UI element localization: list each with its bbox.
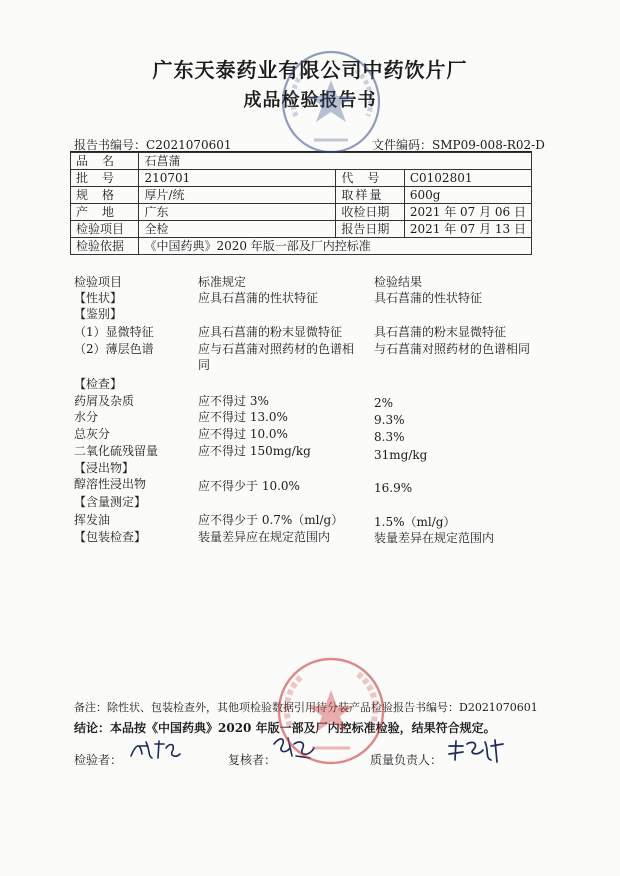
code-label: 代号	[336, 170, 404, 187]
name-value: 石菖蒲	[139, 153, 532, 170]
file-code-label: 文件编码：	[372, 138, 433, 152]
result-standard: 应不得少于 0.7%（ml/g）	[198, 513, 344, 527]
info-row-batch	[71, 170, 532, 187]
result-value: 具石菖蒲的粉末显微特征	[374, 325, 507, 339]
result-item: （2）薄层色谱	[74, 342, 154, 356]
result-item: 药屑及杂质	[74, 394, 135, 408]
info-row-origin	[71, 204, 532, 221]
origin-label: 产地	[71, 204, 139, 221]
result-value: 8.3%	[374, 430, 405, 444]
result-standard: 装量差异应在规定范围内	[198, 530, 331, 544]
result-item: 【鉴别】	[74, 307, 123, 321]
result-standard: 应不得少于 10.0%	[198, 479, 300, 493]
result-value: 9.3%	[374, 413, 405, 427]
receive-date-value: 2021 年 07 月 06 日	[404, 204, 531, 221]
col-header-item: 检验项目	[74, 275, 123, 289]
result-item: 水分	[74, 410, 99, 424]
result-standard: 应与石菖蒲对照药材的色谱相同	[198, 342, 355, 372]
qa-manager-label: 质量负责人：	[370, 753, 443, 767]
result-item: 总灰分	[74, 427, 111, 441]
company-title: 广东天泰药业有限公司中药饮片厂	[152, 58, 468, 82]
result-item: （1）显微特征	[74, 325, 154, 339]
remark: 备注：除性状、包装检查外，其他项检验数据引用待分装产品检验报告书编号：D2021070601	[74, 701, 538, 714]
item-label: 检验项目	[71, 221, 139, 238]
report-number-value: C2021070601	[146, 138, 232, 152]
info-row-name	[71, 153, 532, 170]
result-value: 31mg/kg	[374, 448, 428, 462]
result-value: 2%	[374, 396, 394, 410]
result-item: 【性状】	[74, 291, 123, 305]
file-code-value: SMP09-008-R02-D	[432, 138, 545, 152]
reviewer-signature	[270, 734, 316, 762]
report-number-label: 报告书编号：	[74, 138, 147, 152]
result-value: 与石菖蒲对照药材的色谱相同	[374, 342, 531, 356]
result-standard: 应不得过 3%	[198, 394, 269, 408]
inspector-label: 检验者：	[74, 753, 123, 767]
result-value: 具石菖蒲的性状特征	[374, 291, 483, 305]
item-value: 全检	[139, 221, 336, 238]
result-standard: 应具石菖蒲的粉末显微特征	[198, 325, 343, 339]
batch-label: 批号	[71, 170, 139, 187]
result-item: 【检查】	[74, 377, 123, 391]
result-value: 16.9%	[374, 481, 413, 495]
name-label: 品名	[71, 153, 139, 170]
info-row-item	[71, 221, 532, 238]
info-table	[70, 152, 532, 255]
batch-value: 210701	[139, 170, 336, 187]
basis-label: 检验依据	[71, 238, 139, 255]
conclusion: 结论：本品按《中国药典》2020 年版一部及厂内控标准检验，结果符合规定。	[74, 721, 496, 735]
result-standard: 应不得过 150mg/kg	[198, 444, 311, 458]
result-item: 挥发油	[74, 513, 111, 527]
info-row-basis	[71, 238, 532, 255]
result-value: 装量差异在规定范围内	[374, 531, 495, 545]
result-value: 1.5%（ml/g）	[374, 515, 456, 529]
inspector-signature	[128, 738, 184, 762]
sample-label: 取样量	[336, 187, 404, 204]
result-standard: 应不得过 13.0%	[198, 410, 288, 424]
receive-date-label: 收检日期	[336, 204, 404, 221]
result-item: 【含量测定】	[74, 495, 147, 509]
report-date-label: 报告日期	[336, 221, 404, 238]
result-item: 醇溶性浸出物	[74, 477, 147, 491]
basis-value: 《中国药典》2020 年版一部及厂内控标准	[139, 238, 532, 255]
spec-value: 厚片/统	[139, 187, 336, 204]
spec-label: 规格	[71, 187, 139, 204]
result-standard: 应不得过 10.0%	[198, 427, 288, 441]
sample-value: 600g	[404, 187, 531, 204]
report-date-value: 2021 年 07 月 13 日	[404, 221, 531, 238]
result-standard: 应具石菖蒲的性状特征	[198, 291, 319, 305]
document-title: 成品检验报告书	[243, 90, 377, 111]
reviewer-label: 复核者：	[228, 753, 277, 767]
col-header-result: 检验结果	[374, 275, 423, 289]
result-item: 【浸出物】	[74, 461, 135, 475]
info-row-spec	[71, 187, 532, 204]
origin-value: 广东	[139, 204, 336, 221]
qa-manager-signature	[445, 738, 507, 766]
col-header-standard: 标准规定	[198, 275, 247, 289]
result-item: 【包装检查】	[74, 530, 147, 544]
result-item: 二氧化硫残留量	[74, 444, 159, 458]
code-value: C0102801	[404, 170, 531, 187]
